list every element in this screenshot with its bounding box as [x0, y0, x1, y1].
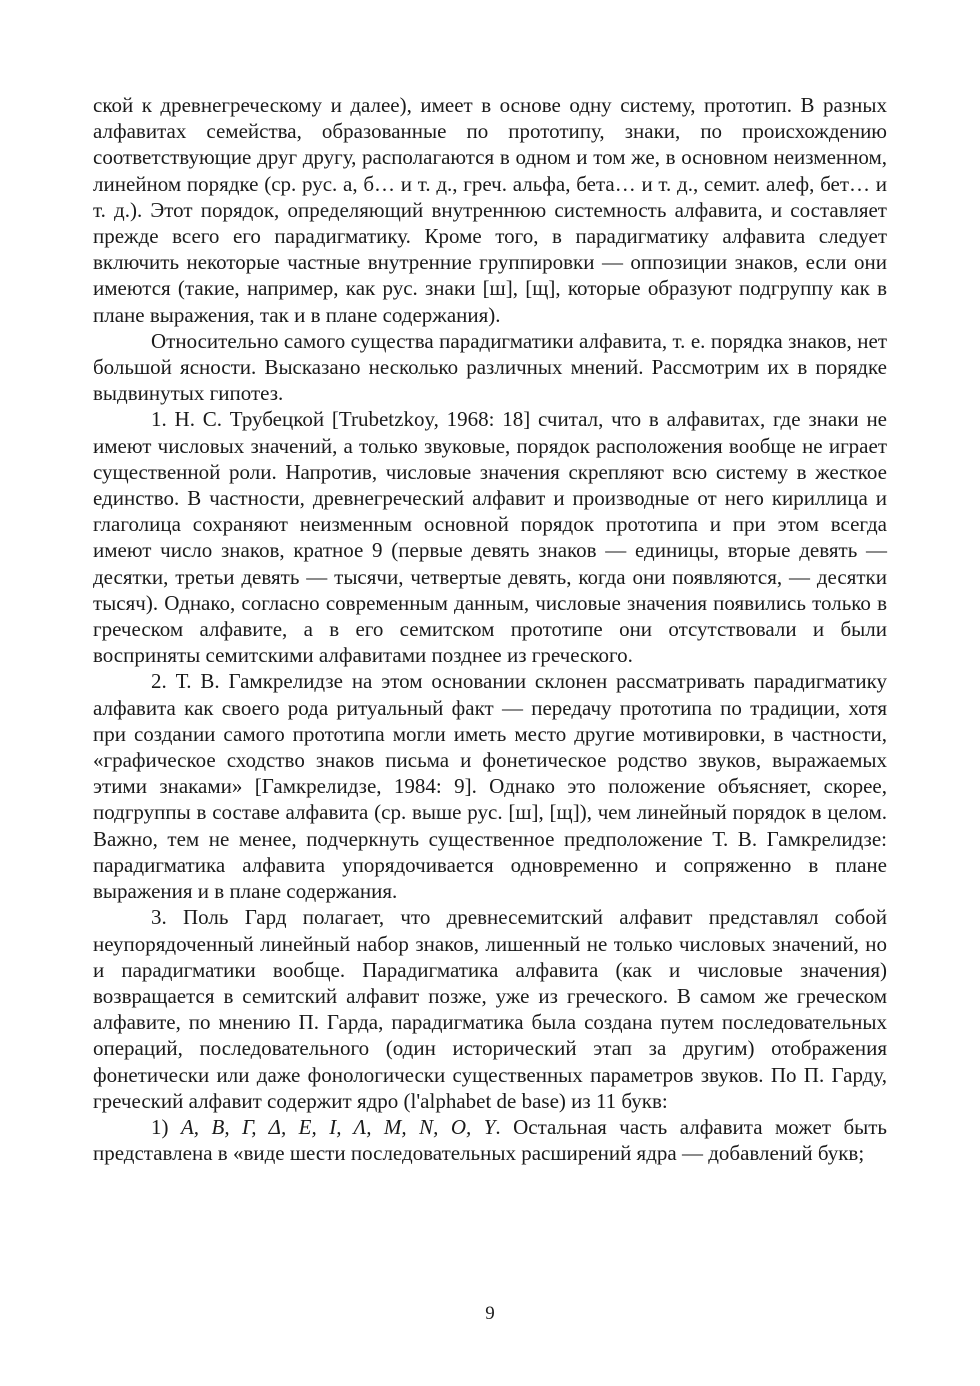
- list-item-text: . Остальная часть алфавита может быть представлена в «виде шести последовательных расширений ядра — добавлений букв;: [93, 1114, 887, 1166]
- page-body: [93, 92, 887, 1166]
- page-number: 9: [485, 1303, 495, 1324]
- paragraph-gamkrelidze: 2. Т. В. Гамкрелидзе на этом основании склонен рассматривать парадигматику алфавита как своего рода ритуальный факт — передачу прототипа по традиции, хотя при создании самого прототипа могли иметь место другие мотивировки, в частности, «графическое сходство знаков письма и фонетическое родство звуков, выражаемых этими знаками» [Гамкрелидзе, 1984: 9]. Однако это положение объясняет, скорее, подгруппы в составе алфавита (ср. выше рус. [ш], [щ]), чем линейный порядок в целом. Важно, тем не менее, подчеркнуть существенное предположение Т. В. Гамкрелидзе: парадигматика алфавита упорядочивается одновременно и сопряженно в плане выражения и в плане содержания.: [93, 669, 887, 904]
- paragraph-trubetskoy: 1. Н. С. Трубецкой [Trubetzkoy, 1968: 18] считал, что в алфавитах, где знаки не имеют числовых значений, а только звуковые, порядок расположения вообще не играет существенной роли. Напротив, числовые значения скрепляют всю систему в жесткое единство. В частности, древнегреческий алфавит и производные от него кириллица и глаголица сохраняют неизменным основной порядок прототипа и при этом всегда имеют число знаков, кратное 9 (первые девять знаков — единицы, вторые девять — десятки, третьи девять — тысячи, четвертые девять, когда они появляются, — десятки тысяч). Однако, согласно современным данным, числовые значения появились только в греческом алфавите, а в его семитском прототипе они отсутствовали и были восприняты семитскими алфавитами позднее из греческого.: [93, 407, 887, 668]
- paragraph-continuation: ской к древнегреческому и далее), имеет в основе одну систему, прототип. В разных алфавитах семейства, образованные по прототипу, знаки, по происхождению соответствующие друг другу, располагаются в одном и том же, в основном неизменном, линейном порядке (ср. рус. а, б… и т. д., греч. альфа, бета… и т. д., семит. алеф, бет… и т. д.). Этот порядок, определяющий внутреннюю системность алфавита, и составляет прежде всего его парадигматику. Кроме того, в парадигматику алфавита следует включить некоторые частные внутренние группировки — оппозиции знаков, если они имеются (такие, например, как рус. знаки [ш], [щ], которые образуют подгруппу как в плане выражения, так и в плане содержания).: [93, 93, 887, 327]
- list-item: [93, 1114, 887, 1166]
- paragraph-intro: Относительно самого существа парадигматики алфавита, т. е. порядка знаков, нет большой ясности. Высказано несколько различных мнений. Рассмотрим их в порядке выдвинутых гипотез.: [93, 328, 887, 406]
- greek-letters: Α, Β, Γ, Δ, Ε, Ι, Λ, Μ, Ν, Ο, Υ: [180, 1114, 496, 1139]
- list-item-number: 1): [151, 1114, 181, 1139]
- paragraph-gard: 3. Поль Гард полагает, что древнесемитский алфавит представлял собой неупорядоченный линейный набор знаков, лишенный не только числовых значений, но и парадигматики вообще. Парадигматика алфавита (как и числовые значения) возвращается в семитский алфавит позже, уже из греческого. В самом же греческом алфавите, по мнению П. Гарда, парадигматика была создана путем последовательных операций, последовательного (один исторический этап за другим) отображения фонетически или даже фонологически существенных параметров звуков. По П. Гарду, греческий алфавит содержит ядро (l'alphabet de base) из 11 букв:: [93, 905, 887, 1113]
